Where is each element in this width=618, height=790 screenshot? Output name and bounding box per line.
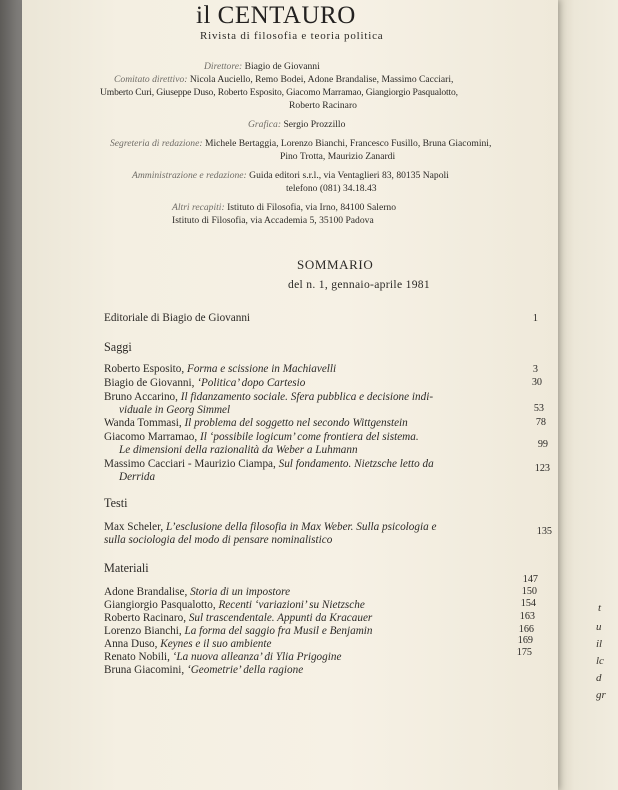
toc-entry — [104, 458, 434, 470]
toc-author: Renato Nobili, — [104, 651, 173, 663]
toc-author: Wanda Tommasi, — [104, 417, 185, 429]
toc-entry-continued — [119, 444, 358, 456]
toc-page: 150 — [521, 586, 537, 597]
adjacent-text: lc — [596, 655, 604, 667]
journal-title: il CENTAURO — [196, 2, 356, 29]
administration-label: Amministrazione e redazione: — [132, 170, 247, 181]
toc-page: 123 — [534, 463, 550, 474]
toc-page: 53 — [533, 403, 544, 414]
administration-phone: telefono (081) 34.18.43 — [286, 183, 377, 194]
committee-line-3: Roberto Racinaro — [289, 100, 357, 111]
adjacent-text: d — [596, 672, 602, 684]
toc-author: Bruno Accarino, — [104, 391, 181, 403]
editorial-page: 1 — [532, 313, 538, 324]
toc-entry-continued — [104, 534, 332, 546]
director-label: Direttore: — [204, 61, 243, 72]
toc-title: L’esclusione della filosofia in Max Weber. Sulla psicologia e — [166, 521, 437, 533]
materiali-heading: Materiali — [104, 561, 149, 575]
toc-entry — [104, 638, 271, 650]
toc-entry — [104, 431, 419, 443]
toc-author: Adone Brandalise, — [104, 586, 191, 598]
toc-entry — [104, 521, 436, 533]
toc-title: Il fidanzamento sociale. Sfera pubblica e decisione indi- — [180, 391, 434, 403]
toc-page: 78 — [535, 417, 546, 428]
toc-page: 163 — [519, 611, 535, 622]
toc-title: Storia di un impostore — [190, 586, 291, 598]
toc-author: Anna Duso, — [104, 638, 161, 650]
toc-page: 154 — [520, 598, 536, 609]
director-line — [204, 60, 320, 73]
toc-title: ‘La nuova alleanza’ di Ylia Prigogine — [172, 651, 342, 663]
issue-line: del n. 1, gennaio-aprile 1981 — [288, 278, 430, 291]
committee-members: Nicola Auciello, Remo Bodei, Adone Brandalise, Massimo Cacciari, — [189, 74, 454, 85]
toc-entry — [104, 586, 290, 598]
administration-line-1 — [132, 169, 449, 182]
graphics-name: Sergio Prozzillo — [283, 119, 346, 130]
toc-title: Sul fondamento. Nietzsche letto da — [278, 458, 434, 470]
toc-page: 3 — [532, 364, 538, 375]
toc-author: Lorenzo Bianchi, — [104, 625, 185, 637]
journal-subtitle: Rivista di filosofia e teoria politica — [200, 30, 384, 42]
toc-page: 147 — [522, 574, 538, 585]
graphics-line — [248, 118, 345, 131]
toc-title: Le dimensioni della razionalità da Weber a Luhmann — [119, 444, 358, 456]
toc-page: 30 — [531, 377, 542, 388]
toc-entry-continued — [119, 471, 155, 483]
committee-line-2: Umberto Curi, Giuseppe Duso, Roberto Esposito, Giacomo Marramao, Giangiorgio Pasqualotto, — [100, 87, 458, 98]
toc-entry — [104, 612, 372, 624]
toc-entry-continued — [119, 404, 230, 416]
saggi-heading: Saggi — [104, 340, 132, 354]
toc-title: La forma del saggio fra Musil e Benjamin — [184, 625, 373, 637]
secretariat-label: Segreteria di redazione: — [110, 138, 203, 149]
secretariat-line-1 — [110, 137, 491, 150]
committee-label: Comitato direttivo: — [114, 74, 188, 85]
toc-title: Il problema del soggetto nel secondo Wittgenstein — [184, 417, 408, 429]
toc-entry — [104, 363, 336, 375]
toc-title: ‘Politica’ dopo Cartesio — [197, 377, 306, 389]
journal-page — [22, 0, 558, 790]
toc-title: Keynes e il suo ambiente — [160, 638, 272, 650]
other-addresses-line-1 — [172, 201, 396, 214]
toc-title: ‘Geometrie’ della ragione — [186, 664, 304, 676]
toc-author: Giangiorgio Pasqualotto, — [104, 599, 219, 611]
adjacent-text: il — [596, 638, 603, 650]
toc-title: Recenti ‘variazioni’ su Nietzsche — [218, 599, 365, 611]
background-left — [0, 0, 22, 790]
toc-title: viduale in Georg Simmel — [119, 404, 231, 416]
toc-author: Bruna Giacomini, — [104, 664, 187, 676]
testi-heading: Testi — [104, 496, 128, 510]
toc-entry — [104, 417, 408, 429]
toc-author: Roberto Esposito, — [104, 363, 187, 375]
contents-heading: SOMMARIO — [297, 257, 374, 272]
toc-author: Roberto Racinaro, — [104, 612, 189, 624]
toc-title: Forma e scissione in Machiavelli — [186, 363, 337, 375]
secretariat-members: Michele Bertaggia, Lorenzo Bianchi, Francesco Fusillo, Bruna Giacomini, — [204, 138, 492, 149]
secretariat-line-2: Pino Trotta, Maurizio Zanardi — [280, 151, 396, 162]
other-addresses-label: Altri recapiti: — [172, 202, 225, 213]
toc-entry — [104, 377, 305, 389]
toc-author: Massimo Cacciari - Maurizio Ciampa, — [104, 458, 279, 470]
toc-title: Derrida — [119, 471, 156, 483]
toc-entry — [104, 391, 433, 403]
director-name: Biagio de Giovanni — [244, 61, 320, 72]
administration-address: Guida editori s.r.l., via Ventaglieri 83, 80135 Napoli — [249, 170, 449, 181]
toc-author: Biagio de Giovanni, — [104, 377, 198, 389]
toc-author: Giacomo Marramao, — [104, 431, 200, 443]
toc-page: 99 — [537, 439, 548, 450]
toc-author: Max Scheler, — [104, 521, 166, 533]
toc-title: Sul trascendentale. Appunti da Kracauer — [188, 612, 373, 624]
toc-title: Il ‘possibile logicum’ come frontiera del sistema. — [200, 431, 419, 443]
adjacent-text: u — [596, 621, 602, 633]
adjacent-text: t — [598, 602, 602, 614]
adjacent-page — [556, 0, 618, 790]
adjacent-text: gr — [596, 689, 606, 701]
other-addresses-padova: Istituto di Filosofia, via Accademia 5, 35100 Padova — [172, 215, 374, 226]
toc-entry — [104, 625, 372, 637]
toc-page: 166 — [518, 624, 534, 635]
toc-page: 175 — [516, 647, 532, 658]
toc-title: sulla sociologia del modo di pensare nominalistico — [104, 534, 333, 546]
toc-page: 135 — [536, 526, 552, 537]
toc-entry — [104, 664, 303, 676]
other-addresses-salerno: Istituto di Filosofia, via Irno, 84100 Salerno — [227, 202, 397, 213]
toc-entry — [104, 651, 341, 663]
toc-page: 169 — [517, 635, 533, 646]
editorial-entry: Editoriale di Biagio de Giovanni — [104, 312, 251, 324]
committee-line-1 — [114, 73, 453, 86]
toc-entry — [104, 599, 365, 611]
graphics-label: Grafica: — [248, 119, 282, 130]
